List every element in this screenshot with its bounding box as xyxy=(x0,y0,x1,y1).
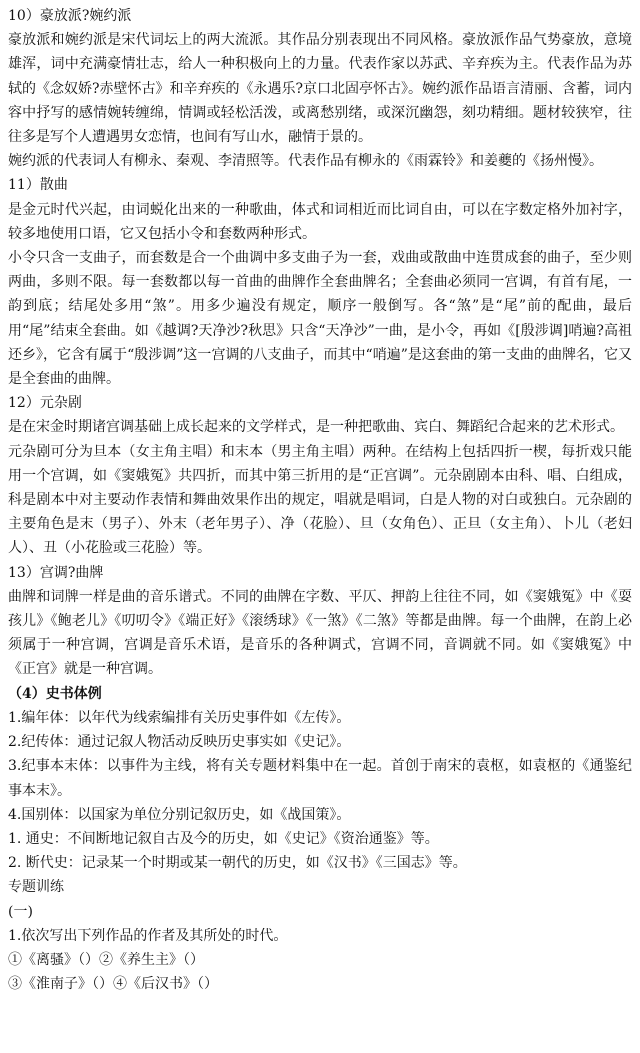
paragraph-yuan-zaju-intro: 是在宋金时期诸宫调基础上成长起来的文学样式，是一种把歌曲、宾白、舞蹈纪合起来的艺术形式。 xyxy=(8,419,624,436)
heading-shishu-tili: （4）史书体例 xyxy=(8,685,102,702)
paragraph-gongdiao-qupai: 曲牌和词牌一样是曲的音乐谱式。不同的曲牌在字数、平仄、押韵上往往不同，如《窦娥冤》中《耍孩儿》《鲍老儿》《叨叨令》《端正好》《滚绣球》《一煞》《二煞》等都是曲牌。每一个曲牌，在韵上必须属于一种宫调，宫调是音乐术语，是音乐的各种调式，宫调不同，音调就不同。如《窦娥冤》中《正宫》就是一种宫调。 xyxy=(8,588,632,678)
paragraph-xiaoling-taoshu: 小令只含一支曲子，而套数是合一个曲调中多支曲子为一套，戏曲或散曲中连贯成套的曲子，至少则两曲，多则不限。每一套数都以每一首曲的曲牌作全套曲牌名；全套曲必须同一宫调，有首有尾，一韵到底；结尾处多用“煞”。用多少遍没有规定，顺序一般倒写。各“煞”是“尾”前的配曲，最后用“尾”结束全套曲。如《越调?天净沙?秋思》只含“天净沙”一曲，是小令，再如《[殷涉调]哨遍?高祖还乡》，它含有属于“殷涉调”这一宫调的八支曲子，而其中“哨遍”是这套曲的第一支曲的曲牌名，它又是全套曲的曲牌。 xyxy=(8,250,632,388)
paragraph-yuan-zaju-structure: 元杂剧可分为旦本（女主角主唱）和末本（男主角主唱）两种。在结构上包括四折一楔，每折戏只能用一个宫调，如《窦娥冤》共四折，而其中第三折用的是“正宫调”。元杂剧剧本由科、唱、白组成，科是剧本中对主要动作表情和舞曲效果作出的规定，唱就是唱词，白是人物的对白或独白。元杂剧的主要角色是末（男子）、外末（老年男子）、净（花脸）、旦（女角色）、正旦（女主角）、卜儿（老妇人）、丑（小花脸或三花脸）等。 xyxy=(8,443,632,557)
heading-zhuanti-xunlian: 专题训练 xyxy=(8,879,64,896)
exercise-blanks-line-2: ③《淮南子》（）④《后汉书》（） xyxy=(8,976,218,993)
paragraph-sanqu-intro: 是金元时代兴起，由词蜕化出来的一种歌曲，体式和词相近而比词自由，可以在字数定格外加衬字，较多地使用口语，它又包括小令和套数两种形式。 xyxy=(8,201,632,242)
list-item-guobieti: 4.国别体：以国家为单位分别记叙历史，如《战国策》。 xyxy=(8,806,351,823)
paragraph-haofang-wanyue-intro: 豪放派和婉约派是宋代词坛上的两大流派。其作品分别表现出不同风格。豪放派作品气势豪放，意境雄浑，词中充满豪情壮志，给人一种积极向上的力量。代表作家以苏武、辛弃疾为主。代表作品为苏轼的《念奴娇?赤壁怀古》和辛弃疾的《永遇乐?京口北固亭怀古》。婉约派作品语言清丽、含蓄，词内容中抒写的感情婉转缠绵，情调或轻松活泼，或离愁别绪，或深沉幽怨，刻功精细。题材较狭窄，往往多是写个人遭遇男女恋情，也间有写山水，融情于景的。 xyxy=(8,32,633,146)
list-item-jishibenmoti: 3.纪事本末体：以事件为主线，将有关专题材料集中在一起。首创于南宋的袁枢，如袁枢的《通鉴纪事本末》。 xyxy=(8,758,632,799)
heading-gongdiao-qupai: 13）宫调?曲牌 xyxy=(8,564,104,581)
heading-yuan-zaju: 12）元杂剧 xyxy=(8,395,82,412)
list-item-duandaishi: 2. 断代史：记录某一个时期或某一朝代的历史，如《汉书》《三国志》等。 xyxy=(8,855,467,872)
list-item-biannianti: 1.编年体：以年代为线索编排有关历史事件如《左传》。 xyxy=(8,709,351,726)
list-item-tongshi: 1. 通史：不间断地记叙自古及今的历史，如《史记》《资治通鉴》等。 xyxy=(8,830,439,847)
paragraph-wanyue-representatives: 婉约派的代表词人有柳永、秦观、李清照等。代表作品有柳永的《雨霖铃》和姜夔的《扬州慢》。 xyxy=(8,153,603,170)
exercise-blanks-line-1: ①《离骚》（）②《养生主》（） xyxy=(8,951,204,968)
list-item-jizhuanti: 2.纪传体：通过记叙人物活动反映历史事实如《史记》。 xyxy=(8,734,351,751)
heading-haofang-wanyue: 10）豪放派?婉约派 xyxy=(8,8,132,24)
exercise-question: 1.依次写出下列作品的作者及其所处的时代。 xyxy=(8,927,288,944)
section-number: (一) xyxy=(8,903,33,920)
heading-sanqu: 11）散曲 xyxy=(8,177,68,194)
